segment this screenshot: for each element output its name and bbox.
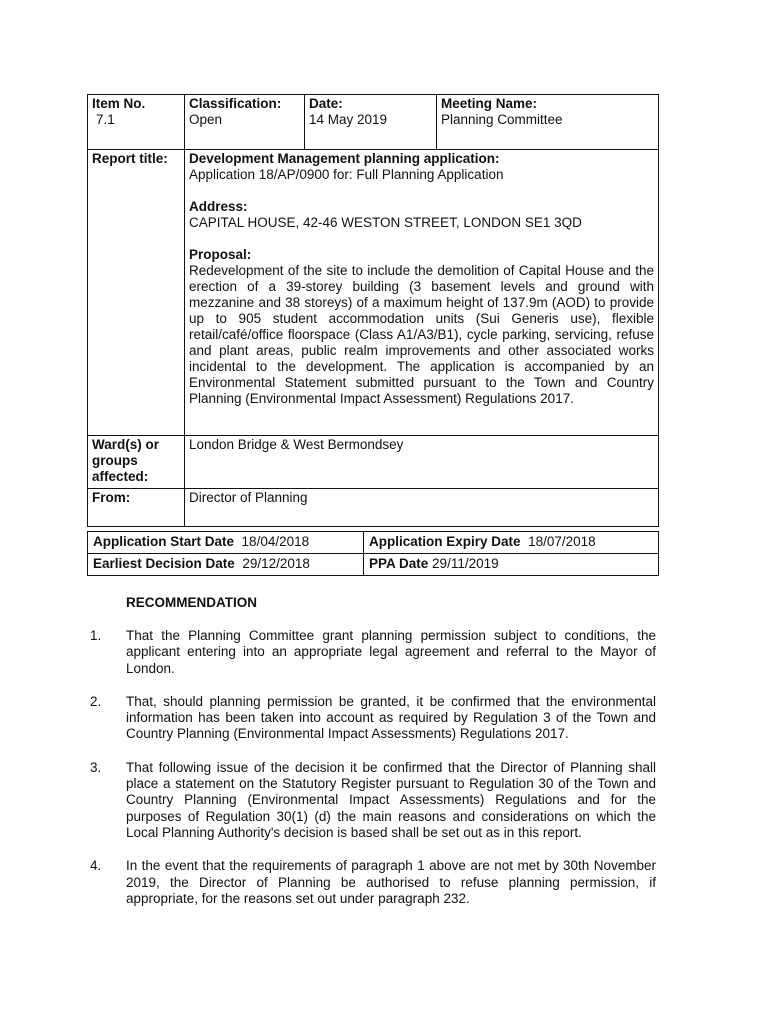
wards-label: Ward(s) or groups affected: xyxy=(88,436,185,489)
address-value: CAPITAL HOUSE, 42-46 WESTON STREET, LONDON SE1 3QD xyxy=(189,215,582,230)
proposal-text: Redevelopment of the site to include the demolition of Capital House and the erection of a 39-storey building (3 basement levels and ground with mezzanine and 38 storeys) of a maximum height of 137.9m (AOD) to provide up to 905 student accommodation units (Sui Generis use), flexible retail/café/office floorspace (Class A1/A3/B1), cycle parking, servicing, refuse and plant areas, public realm improvements and other associated works incidental to the development. The application is accompanied by an Environmental Statement submitted pursuant to the Town and Country Planning (Environmental Impact Assessment) Regulations 2017. xyxy=(189,263,654,406)
list-item-text: That following issue of the decision it be confirmed that the Director of Planning shall place a statement on the Statutory Register pursuant to Regulation 30 of the Town and Country Planning (Environmental Impact Assessments) Regulations and for the purposes of Regulation 30(1) (d) the main reasons and considerations on which the Local Planning Authority's decision is based shall be set out as in this report. xyxy=(126,759,656,840)
report-title-row xyxy=(88,150,659,436)
decision-date-label: Earliest Decision Date xyxy=(93,556,235,571)
list-item-text: That, should planning permission be granted, it be confirmed that the environmental information has been taken into account as required by Regulation 3 of the Town and Country Planning (Environmental Impact Assessments) Regulations 2017. xyxy=(126,693,656,742)
from-row xyxy=(88,489,659,527)
expiry-date-cell xyxy=(364,532,659,554)
decision-date-value: 29/12/2018 xyxy=(242,556,310,571)
recommendation-list xyxy=(90,628,656,924)
list-item-text: That the Planning Committee grant planning permission subject to conditions, the applicant entering into an appropriate legal agreement and referral to the Mayor of London. xyxy=(126,628,656,676)
item-no-cell xyxy=(88,95,185,150)
header-row xyxy=(88,95,659,150)
list-item xyxy=(90,858,656,907)
list-item-text: In the event that the requirements of paragraph 1 above are not met by 30th November 2019, the Director of Planning be authorised to refuse planning permission, if appropriate, for the reasons set out under paragraph 232. xyxy=(126,858,656,906)
ppa-date-value: 29/11/2019 xyxy=(432,556,499,571)
ppa-date-label: PPA Date xyxy=(369,556,429,571)
list-item xyxy=(90,760,656,841)
expiry-date-label: Application Expiry Date xyxy=(369,534,521,549)
date-value: 14 May 2019 xyxy=(309,112,388,127)
classification-label: Classification: xyxy=(189,96,282,111)
list-item xyxy=(90,628,656,677)
start-date-label: Application Start Date xyxy=(93,534,235,549)
date-cell xyxy=(305,95,437,150)
from-value: Director of Planning xyxy=(185,489,659,527)
meeting-cell xyxy=(437,95,659,150)
report-title-cell xyxy=(185,150,659,436)
start-date-value: 18/04/2018 xyxy=(241,534,310,549)
header-table xyxy=(87,94,659,150)
expiry-date-value: 18/07/2018 xyxy=(528,534,596,549)
classification-value: Open xyxy=(189,112,223,127)
application-line: Application 18/AP/0900 for: Full Planning Application xyxy=(189,167,504,182)
dates-row-1 xyxy=(88,532,659,554)
classification-cell xyxy=(185,95,305,150)
date-label: Date: xyxy=(309,96,343,111)
meeting-value: Planning Committee xyxy=(441,112,563,127)
proposal-label: Proposal: xyxy=(189,247,252,262)
report-table xyxy=(87,149,659,527)
report-title-heading: Development Management planning application: xyxy=(189,151,500,166)
list-item-number: 4. xyxy=(90,858,102,874)
list-item xyxy=(90,694,656,743)
report-title-label: Report title: xyxy=(88,150,185,436)
item-no-label: Item No. xyxy=(92,96,146,111)
start-date-cell xyxy=(88,532,364,554)
dates-table xyxy=(87,531,659,576)
recommendation-heading: RECOMMENDATION xyxy=(126,595,257,610)
list-item-number: 2. xyxy=(90,693,102,709)
list-item-number: 1. xyxy=(90,628,102,643)
dates-row-2 xyxy=(88,554,659,576)
ppa-date-cell xyxy=(364,554,659,576)
decision-date-cell xyxy=(88,554,364,576)
meeting-label: Meeting Name: xyxy=(441,96,538,111)
item-no-value: 7.1 xyxy=(96,112,115,127)
address-label: Address: xyxy=(189,199,248,214)
from-label: From: xyxy=(88,489,185,527)
wards-value: London Bridge & West Bermondsey xyxy=(185,436,659,489)
wards-row xyxy=(88,436,659,489)
list-item-number: 3. xyxy=(90,759,102,775)
